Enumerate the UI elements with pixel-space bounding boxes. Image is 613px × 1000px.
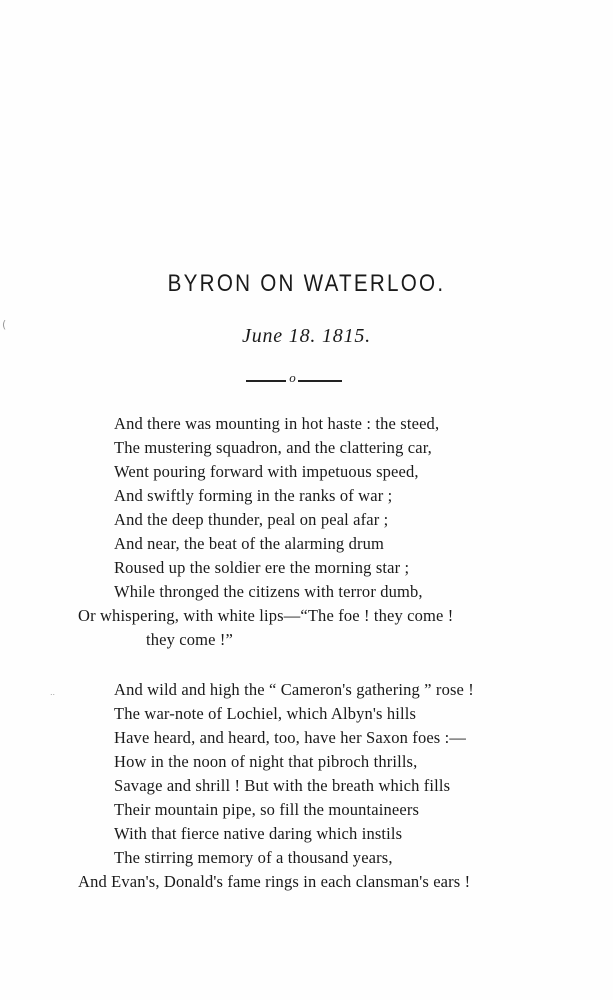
- margin-mark-left: (: [2, 318, 7, 331]
- verse-line: Or whispering, with white lips—“The foe ! they come !: [78, 606, 454, 625]
- verse-line: How in the noon of night that pibroch thrills,: [114, 752, 418, 771]
- ornament-rule-left: [246, 380, 286, 382]
- verse-line: And wild and high the “ Cameron's gathering ” rose !: [114, 680, 474, 699]
- section-ornament: [246, 371, 342, 389]
- verse-line: And swiftly forming in the ranks of war ;: [114, 486, 393, 505]
- verse-line: The mustering squadron, and the clattering car,: [114, 438, 432, 457]
- verse-line: With that fierce native daring which instils: [114, 824, 403, 843]
- verse-line: Savage and shrill ! But with the breath which fills: [114, 776, 451, 795]
- verse-line: Went pouring forward with impetuous speed,: [114, 462, 419, 481]
- verse-line: And the deep thunder, peal on peal afar ;: [114, 510, 389, 529]
- verse-line: Their mountain pipe, so fill the mountaineers: [114, 800, 420, 819]
- verse-line: Roused up the soldier ere the morning star ;: [114, 558, 410, 577]
- verse-line: The stirring memory of a thousand years,: [114, 848, 393, 867]
- verse-line: And Evan's, Donald's fame rings in each clansman's ears !: [78, 872, 471, 891]
- poem-title: BYRON ON WATERLOO.: [167, 270, 446, 297]
- ornament-rule-right: [298, 380, 342, 382]
- ornament-mark: o: [289, 370, 296, 385]
- poem-date: June 18. 1815.: [242, 325, 371, 347]
- verse-line: And there was mounting in hot haste : the steed,: [114, 414, 440, 433]
- verse-line: And near, the beat of the alarming drum: [114, 534, 385, 553]
- verse-line: The war-note of Lochiel, which Albyn's hills: [114, 704, 417, 723]
- margin-mark-dots: ..: [50, 688, 56, 697]
- verse-line: Have heard, and heard, too, have her Saxon foes :—: [114, 728, 467, 747]
- verse-line: While thronged the citizens with terror dumb,: [114, 582, 423, 601]
- verse-line: they come !”: [146, 630, 234, 649]
